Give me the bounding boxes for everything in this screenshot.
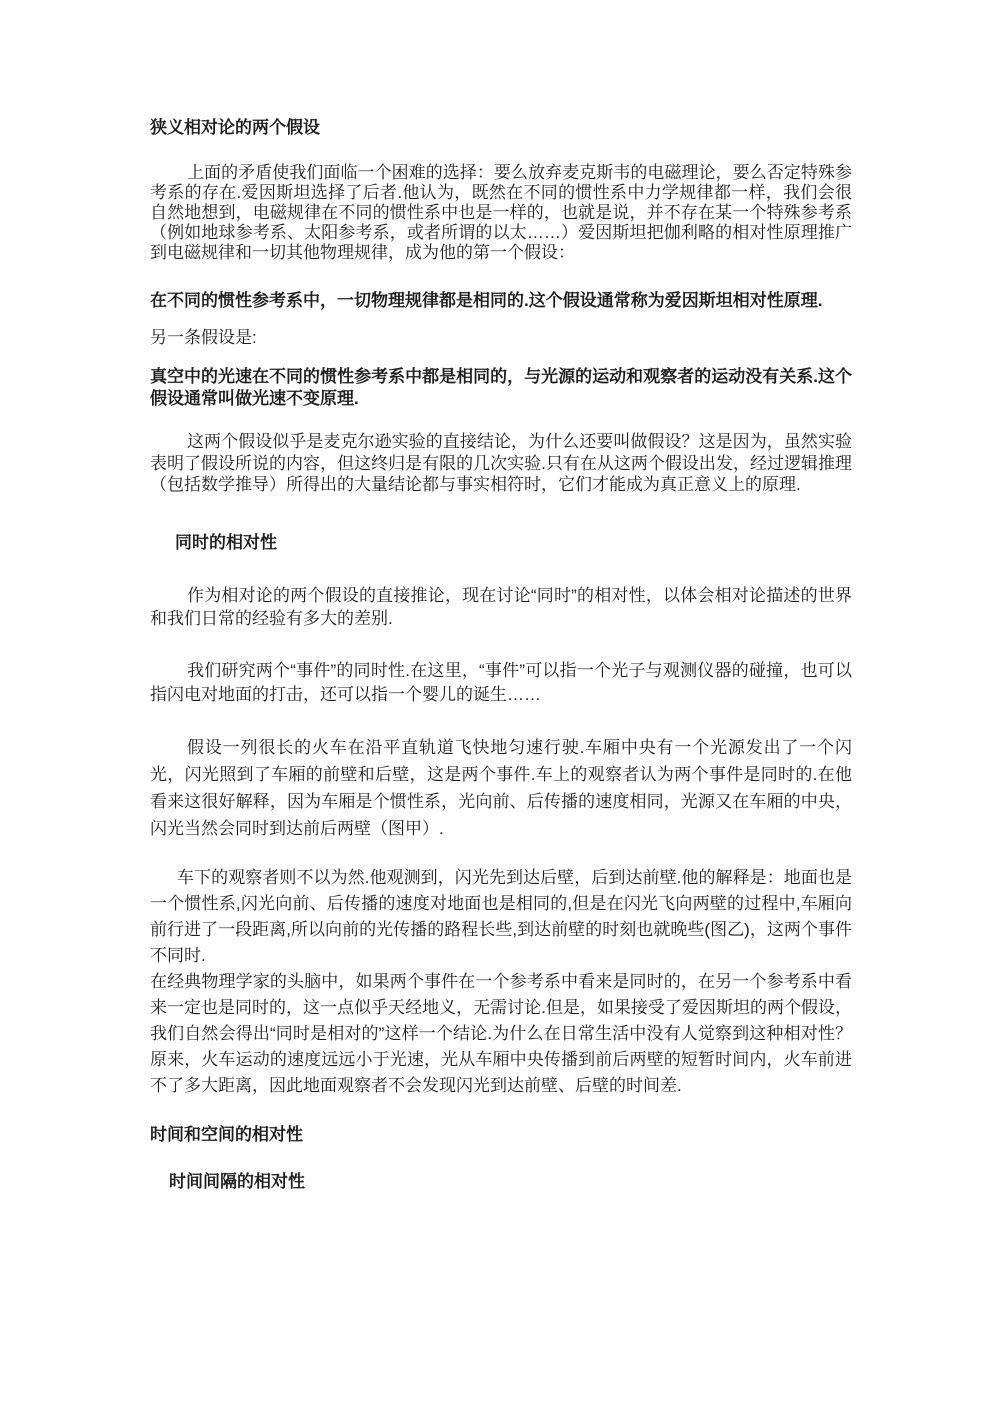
postulate-light-speed-statement: 真空中的光速在不同的惯性参考系中都是相同的，与光源的运动和观察者的运动没有关系.这个假设通常叫做光速不变原理. xyxy=(150,367,852,408)
section-title-spacetime-relativity: 时间和空间的相对性 xyxy=(150,1124,303,1144)
page-title: 狭义相对论的两个假设 xyxy=(150,118,320,137)
why-postulates-paragraph: 这两个假设似乎是麦克尔逊实验的直接结论，为什么还要叫做假设？这是因为，虽然实验表明了假设所说的内容，但这终归是有限的几次实验.只有在从这两个假设出发，经过逻辑推理（包括数学推导）所得出的大量结论都与事实相符时，它们才能成为真正意义上的原理. xyxy=(150,432,852,494)
ground-observer-paragraph: 车下的观察者则不以为然.他观测到，闪光先到达后壁，后到达前壁.他的解释是：地面也是一个惯性系,闪光向前、后传播的速度对地面也是相同的,但是在闪光飞向两壁的过程中,车厢向前行进了一段距离,所以向前的光传播的路程长些,到达前壁的时刻也就晚些(图乙)，这两个事件不同时. xyxy=(150,867,852,965)
section-title-simultaneity: 同时的相对性 xyxy=(175,532,277,552)
subsection-title-time-interval: 时间间隔的相对性 xyxy=(169,1171,305,1191)
events-definition-paragraph: 我们研究两个“事件”的同时性.在这里，“事件”可以指一个光子与观测仪器的碰撞，也可以指闪电对地面的打击，还可以指一个婴儿的诞生…… xyxy=(150,660,852,704)
train-observer-paragraph: 假设一列很长的火车在沿平直轨道飞快地匀速行驶.车厢中央有一个光源发出了一个闪光，闪光照到了车厢的前壁和后壁，这是两个事件.车上的观察者认为两个事件是同时的.在他看来这很好解释，因为车厢是个惯性系，光向前、后传播的速度相同，光源又在车厢的中央，闪光当然会同时到达前后两壁（图甲）. xyxy=(150,737,852,838)
other-postulate-lead: 另一条假设是: xyxy=(150,328,257,347)
classical-view-paragraph: 在经典物理学家的头脑中，如果两个事件在一个参考系中看来是同时的，在另一个参考系中看来一定也是同时的，这一点似乎天经地义，无需讨论.但是，如果接受了爱因斯坦的两个假设，我们自然会得出“同时是相对的”这样一个结论.为什么在日常生活中没有人觉察到这种相对性？原来，火车运动的速度远远小于光速，光从车厢中央传播到前后两壁的短暂时间内，火车前进不了多大距离，因此地面观察者不会发现闪光到达前壁、后壁的时间差. xyxy=(150,971,852,1095)
postulate-relativity-statement: 在不同的惯性参考系中，一切物理规律都是相同的.这个假设通常称为爱因斯坦相对性原理. xyxy=(150,291,823,310)
simultaneity-intro-paragraph: 作为相对论的两个假设的直接推论，现在讨论“同时”的相对性，以体会相对论描述的世界和我们日常的经验有多大的差别. xyxy=(150,585,852,628)
intro-paragraph: 上面的矛盾使我们面临一个困难的选择：要么放弃麦克斯韦的电磁理论，要么否定特殊参考系的存在.爱因斯坦选择了后者.他认为，既然在不同的惯性系中力学规律都一样，我们会很自然地想到，电磁规律在不同的惯性系中也是一样的，也就是说，并不存在某一个特殊参考系（例如地球参考系、太阳参考系，或者所谓的以太……）爱因斯坦把伽利略的相对性原理推广到电磁规律和一切其他物理规律，成为他的第一个假设： xyxy=(150,163,852,262)
